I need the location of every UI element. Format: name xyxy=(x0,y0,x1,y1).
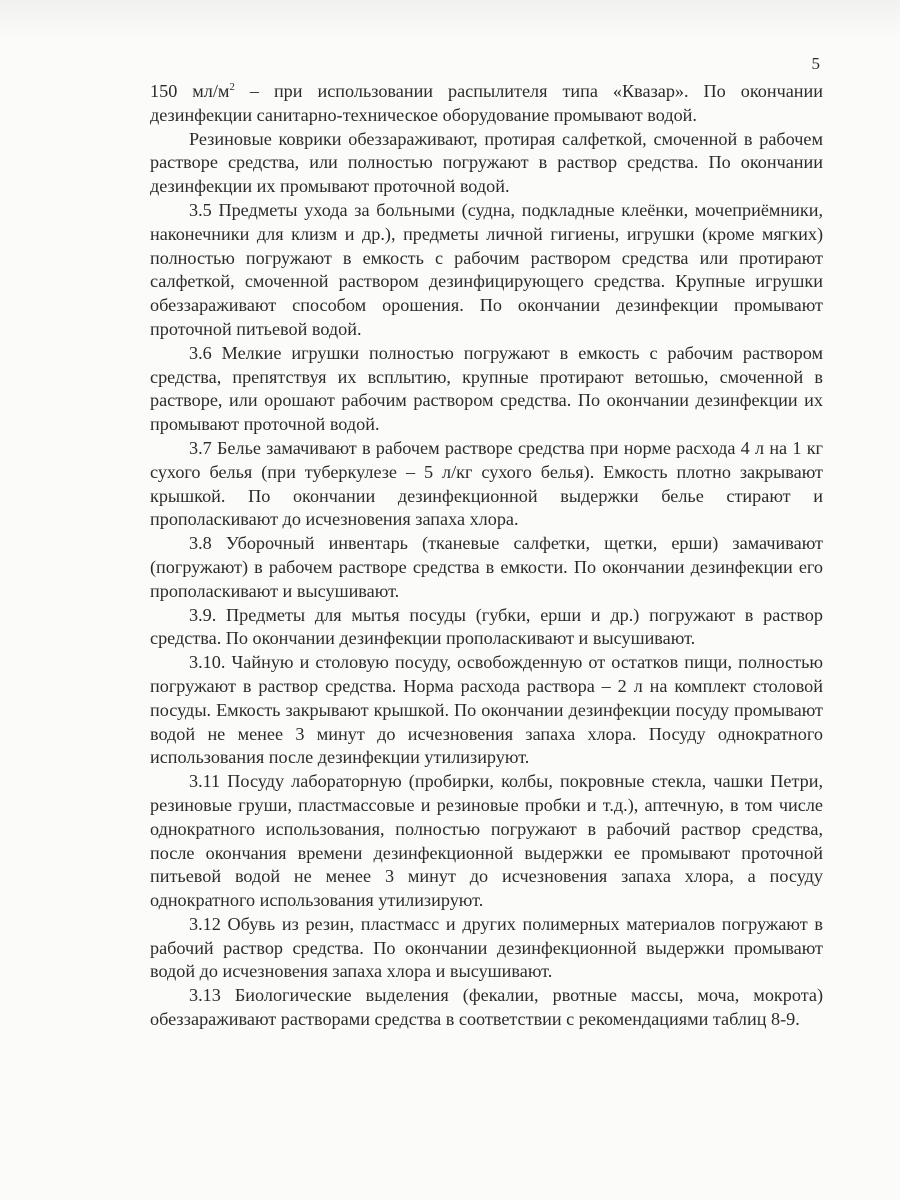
paragraph-rest: – при использовании распылителя типа «Квазар». По окончании дезинфекции санитарно-техническое оборудование промывают водой. xyxy=(150,81,823,125)
paragraph-3-6: 3.6 Мелкие игрушки полностью погружают в емкость с рабочим раствором средства, препятствуя их всплытию, крупные протирают ветошью, смоченной в растворе, или орошают рабочим раствором средства. По окончании дезинфекции их промывают проточной водой. xyxy=(150,342,823,435)
paragraph-3-5: 3.5 Предметы ухода за больными (судна, подкладные клеёнки, мочеприёмники, наконечники для клизм и др.), предметы личной гигиены, игрушки (кроме мягких) полностью погружают в емкость с рабочим раствором средства или протирают салфеткой, смоченной раствором дезинфицирующего средства. Крупные игрушки обеззараживают способом орошения. По окончании дезинфекции промывают проточной питьевой водой. xyxy=(150,199,823,339)
scan-shadow xyxy=(0,0,900,40)
document-body xyxy=(150,80,823,1032)
paragraph-3-11: 3.11 Посуду лабораторную (пробирки, колбы, покровные стекла, чашки Петри, резиновые груши, пластмассовые и резиновые пробки и т.д.), аптечную, в том числе однократного использования, полностью погружают в рабочий раствор средства, после окончания времени дезинфекционной выдержки ее промывают проточной питьевой водой не менее 3 минут до исчезновения запаха хлора, а посуду однократного использования утилизируют. xyxy=(150,771,823,911)
paragraph-3-12: 3.12 Обувь из резин, пластмасс и других полимерных материалов погружают в рабочий раствор средства. По окончании дезинфекционной выдержки промывают водой до исчезновения запаха хлора и высушивают. xyxy=(150,913,823,982)
paragraph-prefix: 150 мл/м xyxy=(150,81,230,101)
paragraph-3-9: 3.9. Предметы для мытья посуды (губки, ерши и др.) погружают в раствор средства. По окончании дезинфекции прополаскивают и высушивают. xyxy=(150,604,823,649)
paragraph-continuation xyxy=(150,80,823,128)
superscript: 2 xyxy=(229,80,235,93)
page-number: 5 xyxy=(811,54,820,73)
paragraph-3-10: 3.10. Чайную и столовую посуду, освобожденную от остатков пищи, полностью погружают в раствор средства. Норма расхода раствора – 2 л на комплект столовой посуды. Емкость закрывают крышкой. По окончании дезинфекции посуду промывают водой не менее 3 минут до исчезновения запаха хлора. Посуду однократного использования после дезинфекции утилизируют. xyxy=(150,652,823,768)
paragraph-3-13: 3.13 Биологические выделения (фекалии, рвотные массы, моча, мокрота) обеззараживают растворами средства в соответствии с рекомендациями таблиц 8-9. xyxy=(150,985,823,1030)
paragraph-rubber-mats: Резиновые коврики обеззараживают, протирая салфеткой, смоченной в рабочем растворе средства, или полностью погружают в раствор средства. По окончании дезинфекции их промывают проточной водой. xyxy=(150,128,823,197)
paragraph-3-7: 3.7 Белье замачивают в рабочем растворе средства при норме расхода 4 л на 1 кг сухого белья (при туберкулезе – 5 л/кг сухого белья). Емкость плотно закрывают крышкой. По окончании дезинфекционной выдержки белье стирают и прополаскивают до исчезновения запаха хлора. xyxy=(150,437,823,530)
paragraph-3-8: 3.8 Уборочный инвентарь (тканевые салфетки, щетки, ерши) замачивают (погружают) в рабочем растворе средства в емкости. По окончании дезинфекции его прополаскивают и высушивают. xyxy=(150,533,823,601)
